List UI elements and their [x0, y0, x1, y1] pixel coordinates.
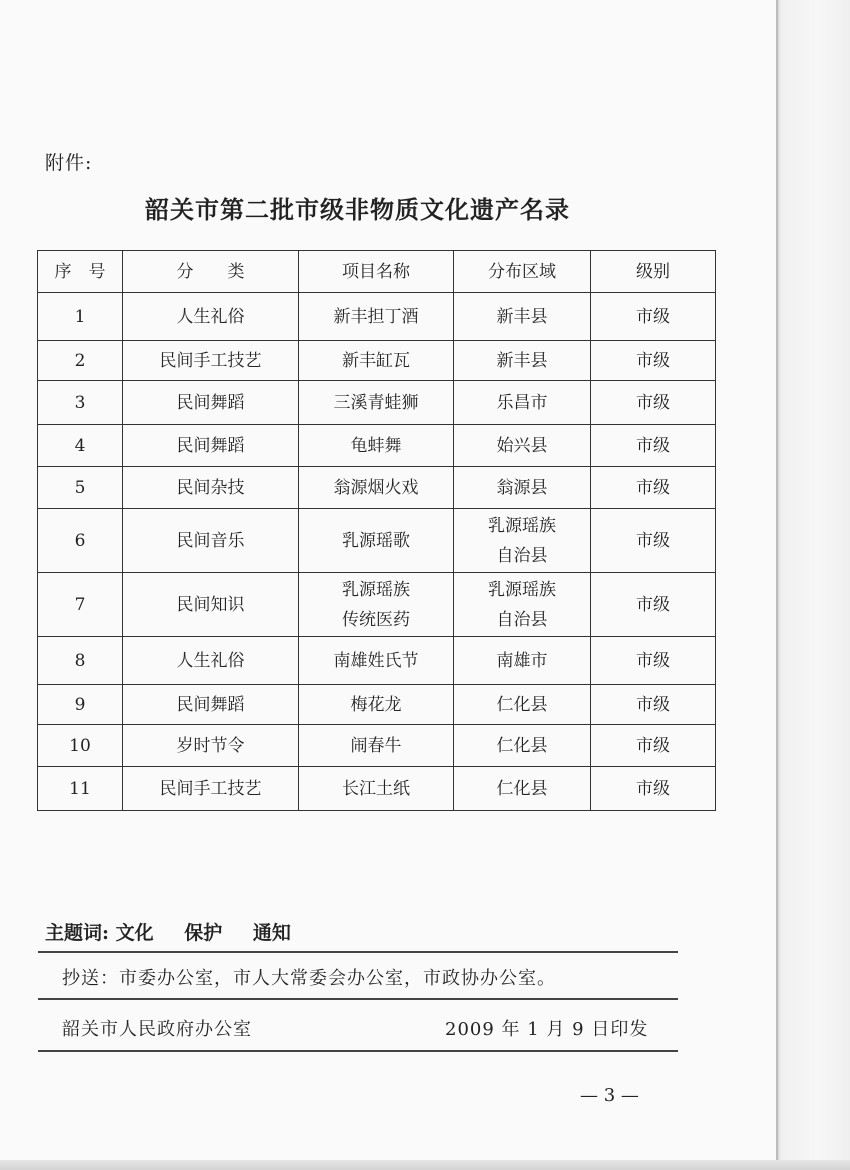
- cell-project-name: 南雄姓氏节: [299, 637, 454, 685]
- page-title: 韶关市第二批市级非物质文化遗产名录: [145, 195, 570, 224]
- table-row: [38, 425, 716, 467]
- issuer: 韶关市人民政府办公室: [62, 1019, 252, 1040]
- cell-project-name: 三溪青蛙狮: [299, 381, 454, 425]
- cell-region: 翁源县: [454, 467, 591, 509]
- cell-level: 市级: [591, 767, 716, 811]
- cell-project-name: 梅花龙: [299, 685, 454, 725]
- table-row: [38, 637, 716, 685]
- table-body: [38, 293, 716, 811]
- table-row: [38, 767, 716, 811]
- cell-serial: 11: [38, 767, 123, 811]
- cell-serial: 8: [38, 637, 123, 685]
- page-bottom-edge: [0, 1160, 850, 1170]
- cell-project-name: 翁源烟火戏: [299, 467, 454, 509]
- cell-category: 民间手工技艺: [123, 341, 299, 381]
- cell-level: 市级: [591, 509, 716, 573]
- table-row: [38, 509, 716, 573]
- cell-serial: 7: [38, 573, 123, 637]
- header-serial: 序 号: [38, 251, 123, 293]
- cell-serial: 9: [38, 685, 123, 725]
- header-region: 分布区域: [454, 251, 591, 293]
- cell-level: 市级: [591, 381, 716, 425]
- keywords-label: 主题词:: [45, 922, 110, 944]
- cell-serial: 2: [38, 341, 123, 381]
- divider: [38, 1050, 678, 1052]
- cell-serial: 1: [38, 293, 123, 341]
- cell-category: 民间音乐: [123, 509, 299, 573]
- table-row: [38, 293, 716, 341]
- divider: [38, 998, 678, 1000]
- cell-level: 市级: [591, 573, 716, 637]
- cell-region: 新丰县: [454, 341, 591, 381]
- cell-serial: 6: [38, 509, 123, 573]
- cell-project-name: 新丰缸瓦: [299, 341, 454, 381]
- page-number: — 3 —: [580, 1085, 639, 1106]
- divider: [38, 951, 678, 953]
- cell-serial: 3: [38, 381, 123, 425]
- cell-region: 乳源瑶族 自治县: [454, 573, 591, 637]
- cell-category: 民间杂技: [123, 467, 299, 509]
- cell-level: 市级: [591, 467, 716, 509]
- cell-region: 乳源瑶族 自治县: [454, 509, 591, 573]
- keyword-item: 通知: [252, 922, 291, 944]
- cell-project-name: 乳源瑶歌: [299, 509, 454, 573]
- cell-region: 南雄市: [454, 637, 591, 685]
- cell-project-name: 闹春牛: [299, 725, 454, 767]
- cell-region: 仁化县: [454, 767, 591, 811]
- cell-level: 市级: [591, 637, 716, 685]
- cell-category: 民间知识: [123, 573, 299, 637]
- table-row: [38, 467, 716, 509]
- cell-category: 民间手工技艺: [123, 767, 299, 811]
- issue-date: 2009 年 1 月 9 日印发: [445, 1019, 649, 1040]
- table-row: [38, 685, 716, 725]
- paper-edge: [778, 0, 850, 1170]
- cell-category: 民间舞蹈: [123, 425, 299, 467]
- header-project-name: 项目名称: [299, 251, 454, 293]
- heritage-list-table: [37, 250, 716, 811]
- table-row: [38, 573, 716, 637]
- cell-region: 新丰县: [454, 293, 591, 341]
- cell-project-name: 乳源瑶族 传统医药: [299, 573, 454, 637]
- cell-region: 始兴县: [454, 425, 591, 467]
- cell-level: 市级: [591, 341, 716, 381]
- cell-category: 民间舞蹈: [123, 381, 299, 425]
- cc-line: 抄送：市委办公室，市人大常委会办公室，市政协办公室。: [62, 968, 556, 989]
- table-row: [38, 341, 716, 381]
- cell-category: 人生礼俗: [123, 637, 299, 685]
- cell-category: 人生礼俗: [123, 293, 299, 341]
- attachment-label: 附件:: [45, 152, 93, 174]
- keyword-item: 保护: [184, 922, 223, 944]
- cell-region: 乐昌市: [454, 381, 591, 425]
- cell-level: 市级: [591, 425, 716, 467]
- table-row: [38, 381, 716, 425]
- cell-category: 岁时节令: [123, 725, 299, 767]
- cell-category: 民间舞蹈: [123, 685, 299, 725]
- cell-project-name: 新丰担丁酒: [299, 293, 454, 341]
- cell-region: 仁化县: [454, 685, 591, 725]
- header-category: 分 类: [123, 251, 299, 293]
- cell-level: 市级: [591, 685, 716, 725]
- paper-edge-line: [776, 0, 778, 1170]
- table-header-row: [38, 251, 716, 293]
- cell-level: 市级: [591, 293, 716, 341]
- cell-level: 市级: [591, 725, 716, 767]
- cell-project-name: 长江土纸: [299, 767, 454, 811]
- cell-project-name: 龟蚌舞: [299, 425, 454, 467]
- table-row: [38, 725, 716, 767]
- header-level: 级别: [591, 251, 716, 293]
- keyword-item: 文化: [115, 922, 154, 944]
- cell-region: 仁化县: [454, 725, 591, 767]
- cell-serial: 10: [38, 725, 123, 767]
- cell-serial: 4: [38, 425, 123, 467]
- keywords-line: [45, 918, 315, 945]
- cell-serial: 5: [38, 467, 123, 509]
